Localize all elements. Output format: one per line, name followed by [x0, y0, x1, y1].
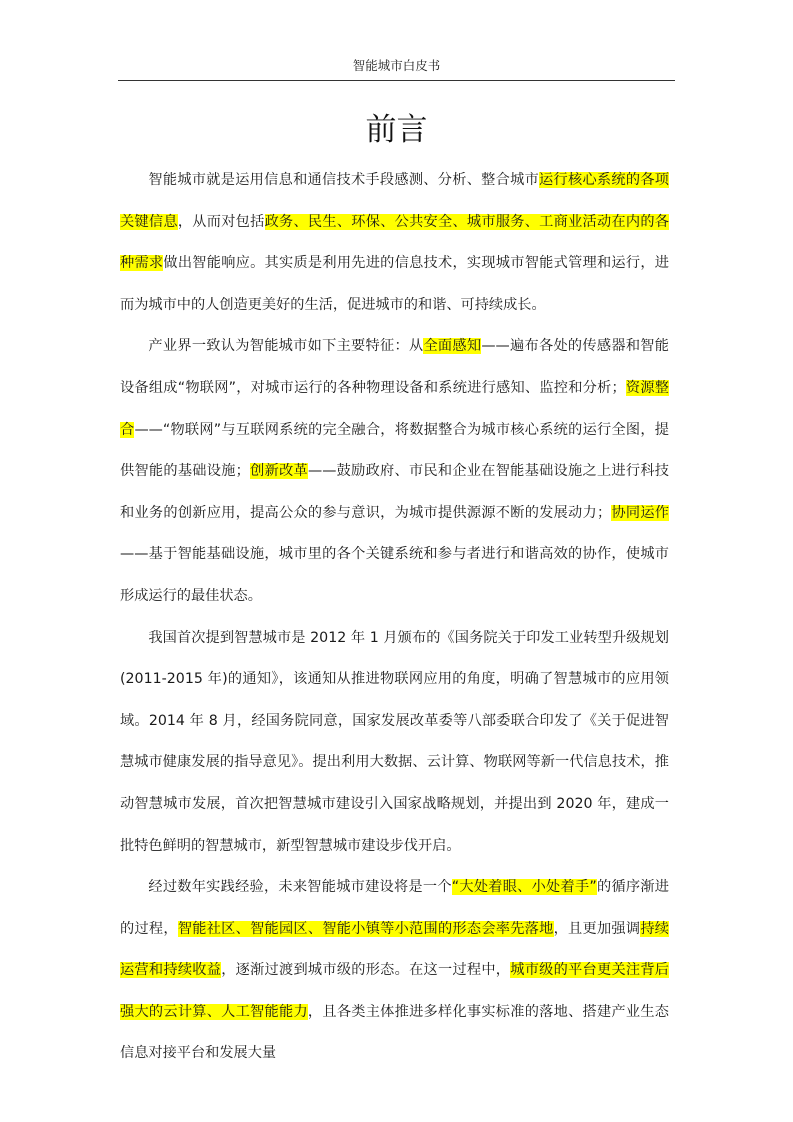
page-title: 前言	[365, 112, 428, 148]
text-segment: 产业界一致认为智能城市如下主要特征：从	[148, 338, 424, 355]
highlighted-text: 协同运作	[611, 504, 669, 521]
text-segment: 的循序渐进的过程，	[120, 879, 669, 937]
text-segment: 我国首次提到智慧城市是 2012 年 1 月颁布的《国务院关于印发工业转型升级规划(2011-2015 年)的通知》，该通知从推进物联网应用的角度，明确了智慧城市的应用领域。2014 年 8 月，经国务院同意，国家发展改革委等八部委联合印发了《关于促进智慧城市健康发展的指导意见》。提出利用大数据、云计算、物联网等新一代信息技术，推动智慧城市发展，首次把智慧城市建设引入国家战略规划，并提出到 2020 年，建成一批特色鲜明的智慧城市，新型智慧城市建设步伐开启。	[120, 629, 669, 854]
text-segment: 经过数年实践经验，未来智能城市建设将是一个	[148, 879, 452, 896]
paragraph-features	[120, 326, 669, 617]
paragraph-outlook	[120, 867, 669, 1075]
text-segment: ——鼓励政府、市民和企业在智能基础设施之上进行科技和业务的创新应用，提高公众的参与意识，为城市提供源源不断的发展动力；	[120, 463, 669, 521]
text-segment: ——“物联网”与互联网系统的完全融合，将数据整合为城市核心系统的运行全图，提供智能的基础设施；	[120, 421, 669, 480]
text-segment: ——遍布各处的传感器和智能设备组成“物联网”，对城市运行的各种物理设备和系统进行感知、监控和分析；	[120, 338, 669, 396]
text-segment: 智能城市就是运用信息和通信技术手段感测、分析、整合城市	[148, 172, 540, 188]
text-segment: ，且更加强调	[553, 920, 641, 937]
paragraph-definition	[120, 160, 669, 326]
highlighted-text: 全面感知	[423, 338, 482, 355]
page-header	[118, 56, 675, 81]
highlighted-text: “大处着眼、小处着手”	[451, 879, 597, 896]
highlighted-text: 持续运营和持续收益	[120, 920, 669, 979]
header-title: 智能城市白皮书	[352, 58, 441, 73]
highlighted-text: 资源整合	[120, 379, 669, 438]
highlighted-text: 政务、民生、环保、公共安全、城市服务、工商业活动在内的各种需求	[120, 213, 669, 272]
text-segment: ——基于智能基础设施，城市里的各个关键系统和参与者进行和谐高效的协作，使城市形成运行的最佳状态。	[120, 546, 669, 604]
highlighted-text: 智能社区、智能园区、智能小镇等小范围的形态会率先落地	[177, 920, 554, 937]
body-text	[120, 160, 669, 1075]
text-segment: ，从而对包括	[177, 213, 265, 230]
paragraph-history	[120, 618, 669, 868]
text-segment: 做出智能响应。其实质是利用先进的信息技术，实现城市智能式管理和运行，进而为城市中的人创造更美好的生活，促进城市的和谐、可持续成长。	[120, 255, 669, 313]
highlighted-text: 城市级的平台更关注背后强大的云计算、人工智能能力	[120, 962, 669, 1020]
text-segment: ，且各类主体推进多样化事实标准的落地、搭建产业生态信息对接平台和发展大量	[120, 1003, 669, 1062]
highlighted-text: 运行核心系统的各项关键信息	[120, 172, 669, 230]
highlighted-text: 创新改革	[249, 463, 308, 480]
text-segment: ，逐渐过渡到城市级的形态。在这一过程中，	[221, 962, 511, 979]
